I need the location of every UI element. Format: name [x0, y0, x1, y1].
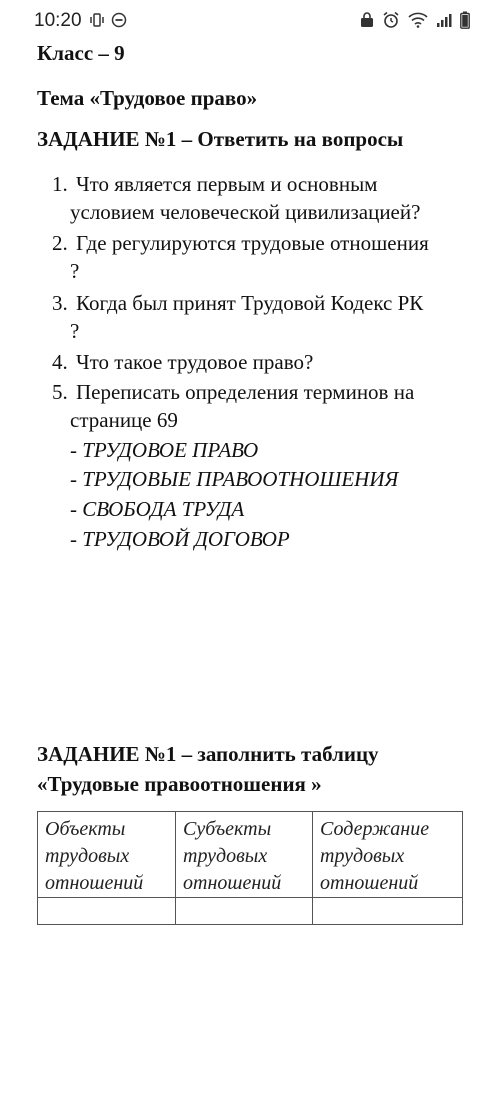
question-text: Что является первым и основным [76, 172, 378, 196]
term-item: - СВОБОДА ТРУДА [70, 497, 245, 521]
vibrate-icon [89, 12, 105, 28]
header-text: трудовых [320, 845, 405, 867]
question-number: 1. [52, 172, 68, 196]
header-text: отношений [183, 872, 282, 894]
table-empty-cell[interactable] [313, 898, 462, 925]
status-right-icons [360, 11, 470, 29]
header-text: Содержание [320, 818, 430, 840]
wifi-icon [408, 12, 428, 28]
task2-title: ЗАДАНИЕ №1 – заполнить таблицу [37, 742, 379, 766]
status-left-icons [89, 12, 127, 28]
question-number: 3. [52, 291, 68, 315]
question-text: Где регулируются трудовые отношения [76, 231, 429, 255]
question-text: Переписать определения терминов на [76, 380, 415, 404]
question-text: ? [70, 259, 80, 283]
topic-line: Тема «Трудовое право» [37, 86, 258, 110]
header-text: трудовых [45, 845, 130, 867]
task1-title: ЗАДАНИЕ №1 – Ответить на вопросы [37, 127, 404, 151]
lock-icon [360, 12, 374, 28]
question-text: странице 69 [70, 408, 178, 432]
status-bar [0, 0, 500, 40]
question-text: ? [70, 319, 80, 343]
signal-icon [436, 12, 452, 28]
question-text: Что такое трудовое право? [76, 350, 314, 374]
table-empty-cell[interactable] [176, 898, 312, 925]
battery-icon [460, 11, 470, 29]
class-line: Класс – 9 [37, 41, 125, 65]
question-text: условием человеческой цивилизацией? [70, 200, 421, 224]
table-empty-cell[interactable] [38, 898, 175, 925]
header-text: трудовых [183, 845, 268, 867]
question-number: 5. [52, 380, 68, 404]
task2-title: «Трудовые правоотношения » [37, 772, 322, 796]
term-item: - ТРУДОВЫЕ ПРАВООТНОШЕНИЯ [70, 467, 399, 491]
header-text: Объекты [45, 818, 126, 840]
header-text: Субъекты [183, 818, 272, 840]
do-not-disturb-icon [111, 12, 127, 28]
question-number: 2. [52, 231, 68, 255]
term-item: - ТРУДОВОЙ ДОГОВОР [70, 527, 290, 551]
alarm-icon [382, 11, 400, 29]
header-text: отношений [45, 872, 144, 894]
status-time: 10:20 [34, 10, 82, 31]
question-text: Когда был принят Трудовой Кодекс РК [76, 291, 424, 315]
relations-table [37, 811, 463, 925]
question-number: 4. [52, 350, 68, 374]
header-text: отношений [320, 872, 419, 894]
term-item: - ТРУДОВОЕ ПРАВО [70, 438, 259, 462]
